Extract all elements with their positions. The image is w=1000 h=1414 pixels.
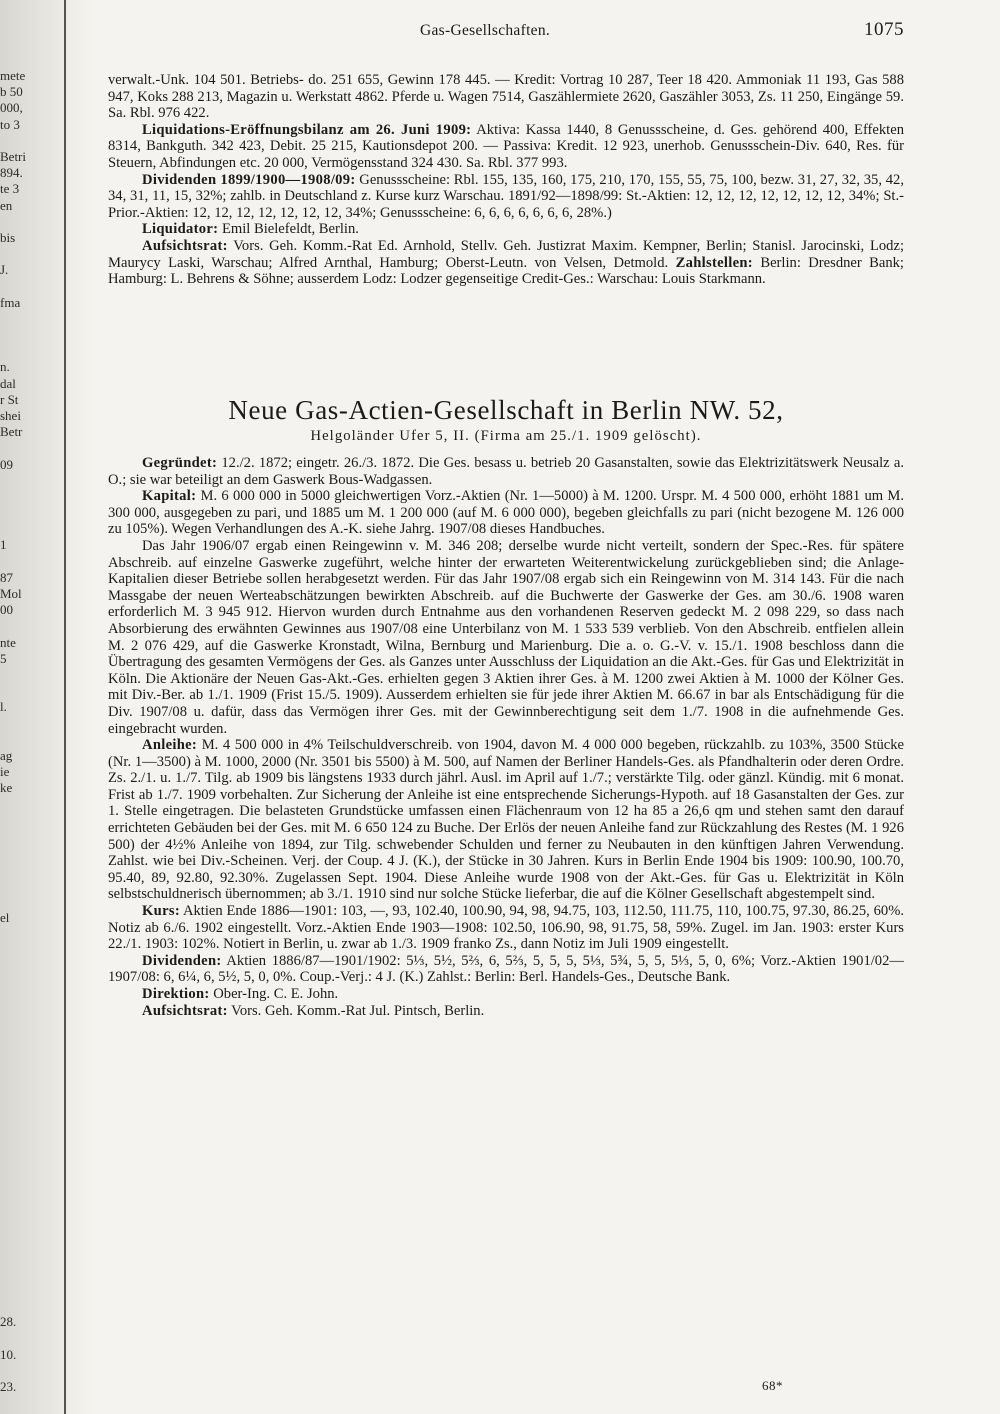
margin-fragment-line: 87 (0, 569, 13, 585)
book-fold-line (64, 0, 66, 1414)
margin-fragment-line: ke (0, 780, 13, 796)
company-heading (108, 394, 904, 445)
margin-fragment-line (0, 1104, 64, 1120)
margin-fragment-line: fma (0, 294, 21, 310)
founded-label: Gegründet: (142, 455, 218, 471)
margin-fragment-line: Betri (0, 148, 26, 164)
margin-fragment-line (0, 813, 64, 829)
margin-fragment-line (0, 1023, 64, 1039)
margin-fragment-line: 09 (0, 456, 13, 472)
margin-fragment-line: el (0, 909, 10, 925)
margin-fragment-line: en (0, 197, 13, 213)
margin-fragment-line (0, 958, 64, 974)
previous-company-entry (108, 72, 904, 288)
loan-paragraph (108, 737, 904, 903)
company-title: Neue Gas-Actien-Gesellschaft in Berlin NW. 52, (228, 395, 784, 425)
capital-paragraph (108, 488, 904, 538)
supervisory-board-label: Aufsichtsrat: (142, 1002, 228, 1019)
margin-fragment-line: ie (0, 764, 10, 780)
margin-fragment-line (0, 732, 64, 748)
margin-fragment-line (0, 1185, 64, 1201)
margin-fragment-line (0, 278, 64, 294)
margin-fragment-line: te 3 (0, 181, 20, 197)
margin-fragment-line (0, 1088, 64, 1104)
supervisory-board-paragraph (108, 1003, 904, 1020)
margin-fragment-line: 5 (0, 650, 7, 666)
adjacent-page-fragments (0, 68, 64, 1395)
margin-fragment-line: 894. (0, 165, 23, 181)
founded-text: 12./2. 1872; eingetr. 26./3. 1872. Die Ges. besass u. betrieb 20 Gasanstalten, sowie das Elektrizitätswerk Neusalz a. O.; sie war beteiligt an dem Gaswerk Bous-Wadgassen. (108, 455, 904, 488)
margin-fragment-line (0, 473, 64, 489)
dividends-label: Dividenden 1899/1900—1908/09: (142, 171, 356, 188)
loan-text: M. 4 500 000 in 4% Teilschuldverschreib. von 1904, davon M. 4 000 000 begeben, rückzahlb. zu 103%, 3500 Stücke (Nr. 1—3500) à M. 1000, 2000 (Nr. 3501 bis 5500) à M. 500, auf Namen der Berliner Handels-Ges. als Pfandhalterin oder deren Ordre. Zs. 2./1. u. 1./7. Tilg. ab 1909 bis längstens 1933 durch jährl. Ausl. im April auf 1./7.; verstärkte Tilg. oder gänzl. Kündig. mit 6 monat. Frist ab 1./7. 1909 vorbehalten. Zur Sicherung der Anleihe ist eine entsprechende Sicherungs-Hypoth. auf 18 Gasanstalten der Ges. zur 1. Stelle eingetragen. Die belasteten Grundstücke umfassen einen Flächenraum von 12 ha 85 a 26,6 qm und stehen samt den darauf errichteten Gebäuden bei der Ges. mit M. 6 650 124 zu Buche. Der Erlös der neuen Anleihe fand zur Rückzahlung des Restes (M. 1 926 500) der 4½% Anleihe von 1894, zur Tilg. schwebender Schulden und ferner zu Neubauten in den künftigen Jahren Verwendung. Zahlst. wie bei Div.-Scheinen. Verj. der Coup. 4 J. (K.), der Stücke in 30 Jahren. Kurs in Berlin Ende 1904 bis 1909: 100.90, 100.70, 95.40, 89, 92.80, 92.30%. Zugelassen Sept. 1904. Diese Anleihe wurde 1908 von der Akt.-Ges. für Gas u. Elektrizität in Köln selbstschuldnerisch übernommen; ab 3./1. 1910 sind nur solche Stücke lieferbar, die auf die Kölner Gesellschaft abgestempelt sind. (108, 737, 904, 903)
liquidation-balance-paragraph (108, 122, 904, 172)
margin-fragment-line (0, 845, 64, 861)
supervisory-board-text: Vors. Geh. Komm.-Rat Jul. Pintsch, Berlin. (227, 1002, 485, 1019)
capital-text: M. 6 000 000 in 5000 gleichwertigen Vorz.-Aktien (Nr. 1—5000) à M. 1200. Urspr. M. 4 500 000, erhöht 1881 um M. 300 000, ausgegeben zu pari, und 1885 um M. 1 200 000 (auf M. 6 000 000), begeben gleichfalls zu pari (nicht bezogene M. 126 000 zu 105%). Wegen Verhandlungen des A.-K. siehe Jahrg. 1907/08 dieses Handbuches. (108, 488, 904, 538)
margin-fragment-line (0, 311, 64, 327)
margin-fragment-line (0, 1266, 64, 1282)
liquidation-text: Aktiva: Kassa 1440, 8 Genussscheine, d. Ges. gehörend 400, Effekten 8314, Bankguth. 342 423, Debit. 25 215, Kautionsdepot 200. — Passiva: Kredit. 12 923, unerhob. Genussschein-Div. 640, Res. für Steuern, Abfindungen etc. 20 000, Vermögensstand 324 430. Sa. Rbl. 377 993. (108, 121, 904, 171)
dividends-paragraph (108, 172, 904, 222)
margin-fragment-line: mete (0, 68, 26, 83)
liquidation-label: Liquidations-Eröffnungsbilanz am 26. Juni 1909: (142, 121, 472, 138)
margin-fragment-line (0, 861, 64, 877)
margin-fragment-line (0, 926, 64, 942)
margin-fragment-line (0, 1039, 64, 1055)
margin-fragment-line: Mol (0, 586, 22, 601)
margin-fragment-line (0, 1153, 64, 1169)
liquidator-label: Liquidator: (142, 221, 219, 238)
margin-fragment-line: to 3 (0, 116, 20, 132)
margin-fragment-line: Betr (0, 424, 23, 440)
dividend-paragraph (108, 953, 904, 986)
page-header (120, 19, 910, 44)
margin-fragment-line (0, 877, 64, 893)
margin-fragment-line: 00 (0, 602, 13, 618)
board-label: Aufsichtsrat: (142, 237, 228, 254)
margin-fragment-line (0, 133, 64, 149)
direction-label: Direktion: (142, 986, 210, 1002)
margin-fragment-line (0, 1234, 64, 1250)
margin-fragment-line (0, 1217, 64, 1233)
margin-fragment-line (0, 554, 64, 570)
margin-fragment-line: 000, (0, 100, 23, 116)
dividend-text: Aktien 1886/87—1901/1902: 5⅓, 5½, 5⅔, 6, 5⅔, 5, 5, 5, 5⅓, 5¾, 5, 5, 5⅓, 5, 0, 6%; Vorz.-Aktien 1901/02—1907/08: 6, 6¼, 6, 5½, 5, 0, 0%. Coup.-Verj.: 4 J. (K.) Zahlst.: Berlin: Berl. Handels-Ges., Deutsche Bank. (108, 952, 904, 986)
paying-agents-text: Berlin: Dresdner Bank; Hamburg: L. Behrens & Söhne; ausserdem Lodz: Lodzer gegenseitige Credit-Ges.: Warschau: Louis Starkmann. (108, 254, 904, 288)
margin-fragment-line (0, 894, 64, 910)
margin-fragment-line (0, 618, 64, 634)
page-number: 1075 (864, 19, 904, 40)
margin-fragment-line (0, 246, 64, 262)
margin-fragment-line (0, 1120, 64, 1136)
margin-fragment-line (0, 214, 64, 230)
margin-fragment-line (0, 716, 64, 732)
margin-fragment-line: r St (0, 391, 19, 407)
company-address: Helgoländer Ufer 5, II. (Firma am 25./1. 1909 gelöscht). (310, 428, 702, 444)
dividends-text: Genussscheine: Rbl. 155, 135, 160, 175, 210, 170, 155, 55, 75, 100, bezw. 31, 27, 32, 35, 42, 34, 31, 11, 15, 32%; zahlb. in Deutschland z. Kurse kurz Warschau. 1891/92—1898/99: St.-Aktien: 12, 12, 12, 12, 12, 12, 12, 34%; St.-Prior.-Aktien: 12, 12, 12, 12, 12, 12, 12, 34%; Genussscheine: 6, 6, 6, 6, 6, 6, 6, 28%.) (108, 171, 904, 221)
margin-fragment-line (0, 667, 64, 683)
margin-fragment-line (0, 796, 64, 812)
margin-fragment-line: J. (0, 262, 9, 278)
board-text: Vors. Geh. Komm.-Rat Ed. Arnhold, Stellv. Geh. Justizrat Maxim. Kempner, Berlin; Stanisl. Jarocinski, Lodz; Maurycy Laski, Warschau; Alfred Arnthal, Hamburg; Oberst-Leutn. von Velsen, Detmold. (108, 237, 904, 271)
margin-fragment-line (0, 1363, 64, 1379)
paying-agents-label: Zahlstellen: (675, 254, 753, 271)
price-text: Aktien Ende 1886—1901: 103, —, 93, 102.40, 100.90, 94, 98, 94.75, 103, 112.50, 111.75, 110, 100.75, 97.30, 86.25, 60%. Notiz ab 6./6. 1902 eingestellt. Vorz.-Aktien Ende 1903—1908: 102.50, 106.90, 98, 91.75, 58, 59%. Zugel. im Jan. 1903: erster Kurs 22./1. 1903: 102%. Notiert in Berlin, u. zwar ab 1./3. 1909 franko Zs., dann Notiz im Juli 1909 eingestellt. (108, 903, 904, 953)
margin-fragment-line: b 50 (0, 84, 23, 100)
loan-label: Anleihe: (142, 737, 198, 754)
margin-fragment-line (0, 505, 64, 521)
margin-fragment-line: 28. (0, 1314, 17, 1330)
margin-fragment-line: dal (0, 375, 16, 391)
margin-fragment-line (0, 1331, 64, 1347)
margin-fragment-line: ag (0, 747, 13, 763)
margin-fragment-line: bis (0, 229, 16, 245)
margin-fragment-line (0, 942, 64, 958)
margin-fragment-line (0, 1250, 64, 1266)
margin-fragment-line (0, 343, 64, 359)
history-paragraph: Das Jahr 1906/07 ergab einen Reingewinn v. M. 346 208; derselbe wurde nicht verteilt, sondern der Spec.-Res. für spätere Abschreib. auf einzelne Gaswerke zugeführt, welche hinter der erwarteten Weiterentwickelung zurückgeblieben sind; die Anlage-Kapitalien dieser Betriebe sollen herabgesetzt werden. Für das Jahr 1907/08 ergab sich ein Reingewinn von M. 314 143. Für die nach Massgabe der neuen Werteabschätzungen bewirkten Abschreib. auf die Buchwerte der Gaswerke der Ges. am 30./6. 1908 waren erforderlich M. 3 945 912. Hiervon wurden durch Entnahme aus den vorhandenen Reserven gedeckt M. 2 098 229, so dass nach Absorbierung des erwähnten Gewinnes aus 1907/08 eine Unterbilanz von M. 1 533 539 verblieb. Von den Abschreib. entfielen allein M. 2 076 429, auf die Gaswerke Kronstadt, Wilna, Bernburg und Marienburg. Die a. o. G.-V. v. 15./1. 1908 beschloss dann die Übertragung des gesamten Vermögens der Ges. als Ganzes unter Ausschluss der Liquidation an die Akt.-Ges. für Gas und Elektrizität in Köln. Die Aktionäre der Neuen Gas-Akt.-Ges. erhielten gegen 3 Aktien ihrer Ges. à M. 1200 zwei Aktien à M. 1000 der Kölner Ges. mit Div.-Ber. ab 1./1. 1909 (Frist 15./5. 1909). Ausserdem erhielten sie für jede ihrer Aktien M. 66.67 in bar als Entschädigung für die Div. 1907/08 u. dafür, dass das Vermögen ihrer Ges. mit der Gewinnberechtigung seit dem 1./7. 1908 in die aufnehmende Ges. eingebracht wurden. (108, 537, 904, 737)
margin-fragment-line (0, 1136, 64, 1152)
price-paragraph (108, 903, 904, 953)
founded-paragraph (108, 455, 904, 488)
margin-fragment-line (0, 1072, 64, 1088)
printer-signature: 68* (762, 1378, 783, 1393)
margin-fragment-line (0, 991, 64, 1007)
capital-label: Kapital: (142, 488, 197, 505)
margin-fragment-line (0, 1201, 64, 1217)
board-paragraph (108, 238, 904, 288)
margin-fragment-line: shei (0, 407, 21, 423)
margin-fragment-line (0, 1282, 64, 1298)
margin-fragment-line: l. (0, 699, 7, 715)
liquidator-text: Emil Bielefeldt, Berlin. (218, 221, 359, 238)
margin-fragment-line (0, 521, 64, 537)
margin-fragment-line (0, 683, 64, 699)
margin-fragment-line (0, 1298, 64, 1314)
running-title: Gas-Gesellschaften. (420, 22, 551, 39)
margin-fragment-line (0, 829, 64, 845)
margin-fragment-line (0, 1169, 64, 1185)
margin-fragment-line (0, 975, 64, 991)
margin-fragment-line (0, 489, 64, 505)
margin-fragment-line: n. (0, 359, 10, 375)
margin-fragment-line (0, 1055, 64, 1071)
margin-fragment-line: 23. (0, 1379, 17, 1395)
profit-loss-text: verwalt.-Unk. 104 501. Betriebs- do. 251 655, Gewinn 178 445. — Kredit: Vortrag 10 287, Teer 18 420. Ammoniak 11 193, Gas 588 947, Koks 288 213, Magazin u. Werkstatt 4862. Pferde u. Wagen 7514, Gaszählermiete 2620, Gaszähler 3053, Zs. 11 250, Eingänge 59. Sa. Rbl. 976 422. (108, 72, 904, 122)
margin-fragment-line (0, 1007, 64, 1023)
liquidator-paragraph (108, 221, 904, 238)
margin-fragment-line: nte (0, 634, 16, 650)
margin-fragment-line (0, 327, 64, 343)
margin-fragment-line: 1 (0, 537, 7, 553)
dividend-label: Dividenden: (142, 952, 222, 969)
margin-fragment-line (0, 440, 64, 456)
price-label: Kurs: (142, 903, 180, 920)
direction-paragraph (108, 986, 904, 1003)
margin-fragment-line: 10. (0, 1346, 17, 1362)
company-entry (108, 455, 904, 1019)
direction-text: Ober-Ing. C. E. John. (209, 986, 339, 1002)
